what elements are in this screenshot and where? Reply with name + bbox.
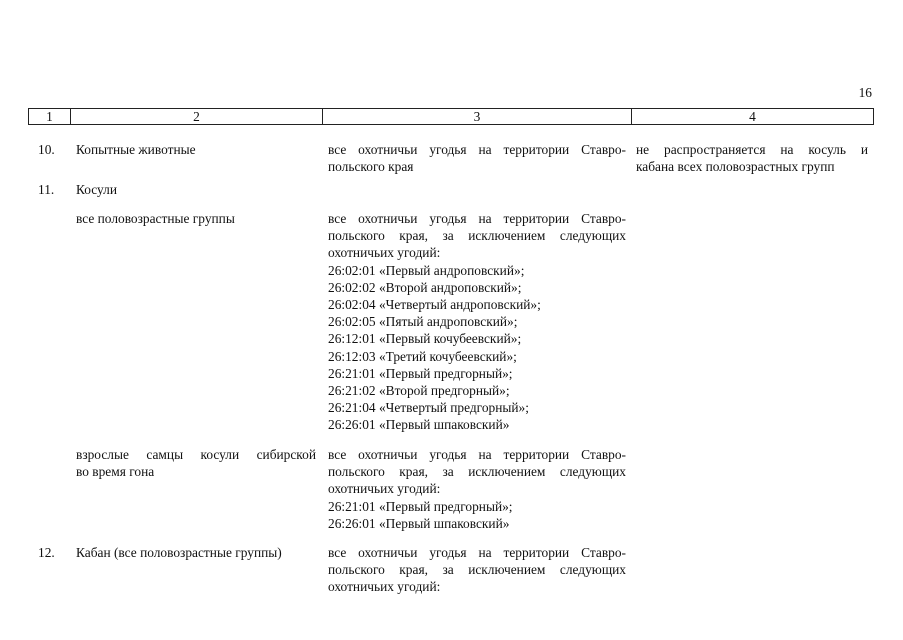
page-number: 16	[858, 85, 872, 100]
area-line: 26:26:01 «Первый шпаковский»	[328, 417, 510, 433]
row-number: 10.	[38, 142, 55, 157]
area-line: польского края, за исключением следующих	[328, 228, 626, 244]
area-line: охотничьих угодий:	[328, 245, 441, 261]
area-line: 26:12:01 «Первый кочубеевский»;	[328, 331, 522, 347]
area-line: все охотничьи угодья на территории Ставро-	[328, 211, 626, 226]
area-line: охотничьих угодий:	[328, 579, 441, 595]
area-line: 26:02:04 «Четвертый андроповский»;	[328, 297, 541, 313]
area-line: 26:26:01 «Первый шпаковский»	[328, 515, 510, 531]
note-line: не распространяется на косуль и	[636, 142, 868, 157]
area-line: 26:21:01 «Первый предгорный»;	[328, 498, 513, 514]
area-line: 26:02:02 «Второй андроповский»;	[328, 279, 522, 295]
species-name: Кабан (все половозрастные группы)	[76, 545, 282, 560]
area-line: 26:21:04 «Четвертый предгорный»;	[328, 400, 529, 416]
subgroup-name: все половозрастные группы	[76, 211, 235, 226]
area-line: охотничьих угодий:	[328, 481, 441, 497]
area-line: 26:21:01 «Первый предгорный»;	[328, 365, 513, 381]
column-header-4: 4	[631, 109, 873, 124]
note-line: кабана всех половозрастных групп	[636, 159, 835, 175]
column-header-table	[28, 108, 874, 125]
column-header-3: 3	[322, 109, 631, 124]
area-line: все охотничьи угодья на территории Ставро-	[328, 545, 626, 560]
row-number: 11.	[38, 182, 55, 197]
species-name: Косули	[76, 182, 118, 197]
area-line: все охотничьи угодья на территории Ставро-	[328, 142, 626, 157]
column-header-2: 2	[70, 109, 322, 124]
restriction-note	[636, 141, 868, 175]
area-line: 26:02:01 «Первый андроповский»;	[328, 262, 525, 278]
row-number: 12.	[38, 545, 55, 560]
hunting-area	[328, 141, 626, 175]
area-line: 26:21:02 «Второй предгорный»;	[328, 383, 510, 399]
area-line: 26:12:03 «Третий кочубеевский»;	[328, 348, 517, 364]
name-line: во время гона	[76, 464, 155, 480]
column-header-1: 1	[46, 109, 53, 124]
name-line: взрослые самцы косули сибирской	[76, 447, 316, 462]
area-line: польского края, за исключением следующих	[328, 562, 626, 578]
area-line: все охотничьи угодья на территории Ставро-	[328, 447, 626, 462]
hunting-area	[328, 544, 626, 596]
hunting-area	[328, 210, 626, 434]
area-line: польского края	[328, 159, 414, 175]
area-line: польского края, за исключением следующих	[328, 464, 626, 480]
area-line: 26:02:05 «Пятый андроповский»;	[328, 314, 518, 330]
hunting-area	[328, 446, 626, 532]
subgroup-name	[76, 446, 316, 480]
species-name: Копытные животные	[76, 142, 196, 157]
